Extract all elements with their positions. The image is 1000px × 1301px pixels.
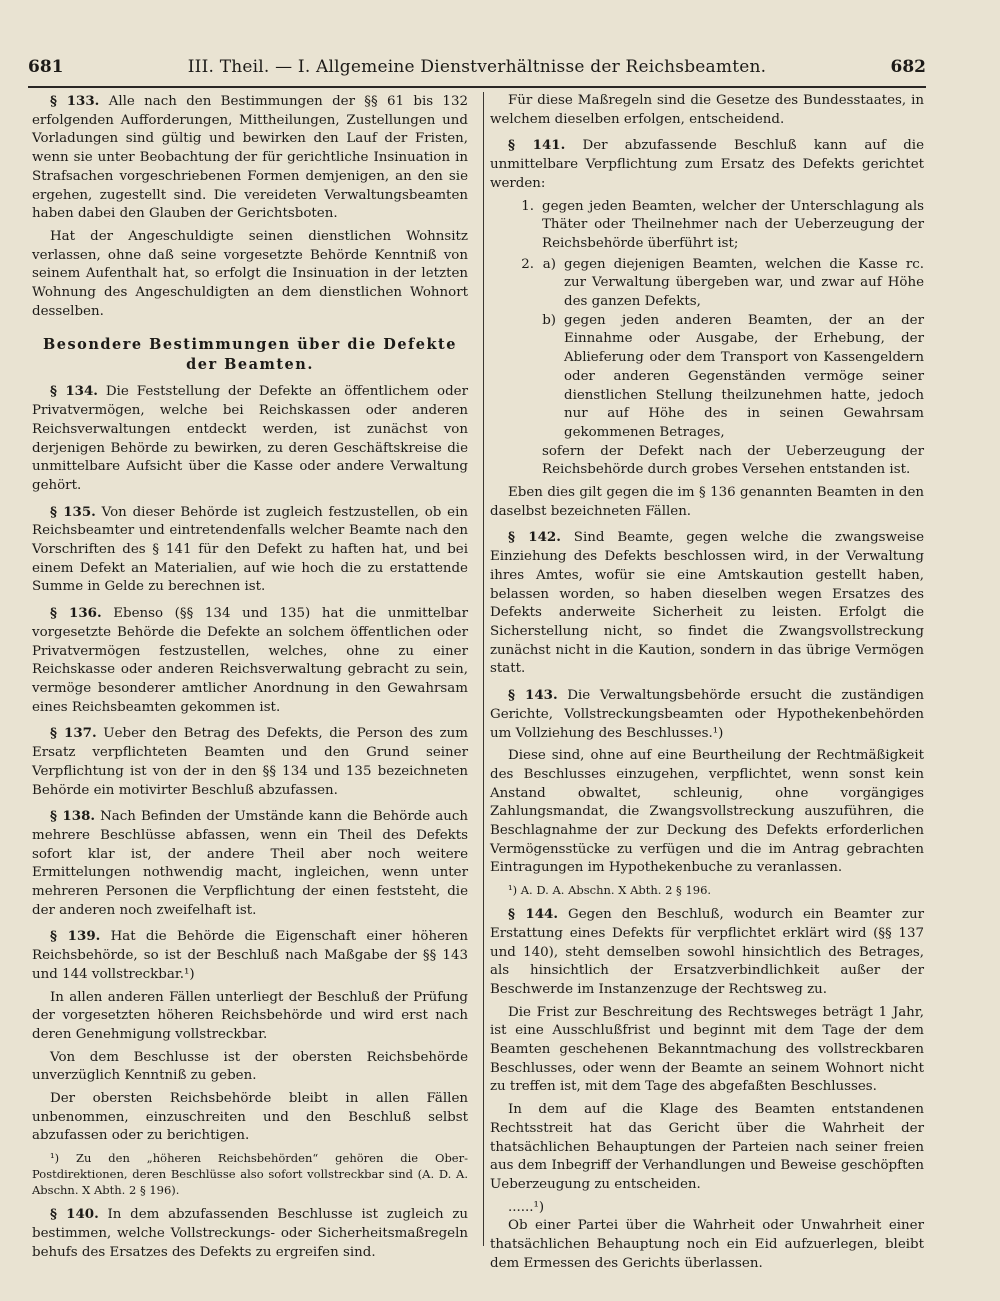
paragraph: In dem abzufassenden Beschlusse ist zugleich zu bestimmen, welche Vollstreckungs- oder Sicherheitsmaßregeln behufs des Ersatzes des Defekts zu ergreifen sind. bbox=[32, 1207, 468, 1260]
section-number: § 141. bbox=[508, 137, 566, 154]
paragraph: Hat der Angeschuldigte seinen dienstlichen Wohnsitz verlassen, ohne daß seine vorgesetzte Behörde Kenntniß von seinem Aufenthalt hat, so erfolgt die Insinuation in der letzten Wohnung des Angeschuldigten an dem dienstlichen Wohnort desselben. bbox=[32, 228, 468, 319]
paragraph: Ob einer Partei über die Wahrheit oder Unwahrheit einer thatsächlichen Behauptung noch ein Eid aufzuerlegen, bleibt dem Ermessen des Gerichts überlassen. bbox=[490, 1218, 924, 1271]
page-number-left: 681 bbox=[28, 57, 64, 77]
section-number: § 133. bbox=[50, 93, 100, 109]
paragraph: Nach Befinden der Umstände kann die Behörde auch mehrere Beschlüsse abfassen, wenn ein Theil des Defekts sofort klar ist, der andere Theil aber noch weitere Ermittelungen nothwendig macht, ingleichen, wenn unter mehreren Personen die Verpflichtung der einen feststeht, die der anderen noch zweifelhaft ist. bbox=[32, 809, 468, 918]
section-number: § 134. bbox=[50, 383, 98, 400]
section-136 bbox=[32, 604, 468, 717]
section-heading: Besondere Bestimmungen über die Defekte der Beamten. bbox=[43, 336, 457, 374]
section-142 bbox=[490, 528, 924, 679]
paragraph: Von dem Beschlusse ist der obersten Reichsbehörde unverzüglich Kenntniß zu geben. bbox=[32, 1049, 468, 1084]
paragraph: Die Verwaltungsbehörde ersucht die zuständigen Gerichte, Vollstreckungsbeamten oder Hypothekenbehörden um Vollziehung des Beschlusses.¹) bbox=[490, 688, 924, 741]
item-marker: b) bbox=[542, 312, 556, 328]
item-text: gegen diejenigen Beamten, welchen die Kasse rc. zur Verwaltung übergeben war, und zwar auf Höhe des ganzen Defekts, bbox=[564, 256, 924, 310]
left-column bbox=[32, 92, 469, 1260]
section-137 bbox=[32, 724, 468, 800]
sub-item bbox=[542, 312, 924, 443]
section-139 bbox=[32, 927, 468, 1198]
item-text: sofern der Defekt nach der Ueberzeugung der Reichsbehörde durch grobes Versehen entstanden ist. bbox=[542, 443, 924, 478]
paragraph: Sind Beamte, gegen welche die zwangsweise Einziehung des Defekts beschlossen wird, in der Verwaltung ihres Amtes, wofür sie eine Amtskaution gestellt haben, belassen worden, so haben dieselben wegen Ersatzes des Defekts anderweite Sicherheit zu leisten. Erfolgt die Sicherstellung nicht, so findet die Zwangsvollstreckung zunächst nicht in die Kaution, sondern in das übrige Vermögen statt. bbox=[490, 530, 924, 677]
list-item bbox=[490, 256, 924, 480]
section-number: § 142. bbox=[508, 529, 561, 546]
section-number: § 143. bbox=[508, 687, 558, 704]
section-number: § 137. bbox=[50, 725, 97, 742]
paragraph: In dem auf die Klage des Beamten entstandenen Rechtsstreit hat das Gericht über die Wahrheit der thatsächlichen Behauptungen der Parteien nach seiner freien aus dem Inbegriff der Verhandlungen und Beweise geschöpften Ueberzeugung zu entscheiden. bbox=[490, 1102, 924, 1192]
section-141 bbox=[490, 136, 924, 521]
right-column bbox=[490, 92, 924, 1271]
item-marker: a) bbox=[542, 256, 556, 272]
section-number: § 138. bbox=[50, 808, 96, 825]
item-marker: 2. bbox=[521, 256, 534, 272]
column-divider bbox=[483, 92, 484, 1246]
section-135 bbox=[32, 503, 468, 598]
item-list bbox=[490, 198, 924, 481]
paragraph: Die Feststellung der Defekte an öffentlichem oder Privatvermögen, welche bei Reichskassen oder anderen Reichsverwaltungen entdeckt werden, ist zunächst von derjenigen Behörde zu bewirken, zu deren Geschäftskreise die unmittelbare Aufsicht über die Kasse oder andere Verwaltung gehört. bbox=[32, 384, 468, 493]
sub-item bbox=[542, 256, 924, 312]
paragraph: Ueber den Betrag des Defekts, die Person des zum Ersatz verpflichteten Beamten und den Grund seiner Verpflichtung ist von der in den §§ 134 und 135 bezeichneten Behörde ein motivirter Beschluß abzufassen. bbox=[32, 726, 469, 798]
paragraph: Diese sind, ohne auf eine Beurtheilung der Rechtmäßigkeit des Beschlusses einzugehen, verpflichtet, wenn sonst kein Anstand obwaltet, schleunig, ohne vorgängiges Zahlungsmandat, die Zwangsvollstreckung auszuführen, die Beschlagnahme der zur Deckung des Defekts erforderlichen Vermögensstücke zu verfügen und die im Antrag gebrachten Eintragungen im Hypothekenbuche zu veranlassen. bbox=[490, 748, 924, 876]
footnote: ¹) Zu den „höheren Reichsbehörden“ gehören die Ober-Postdirektionen, deren Beschlüsse also sofort vollstreckbar sind (A. D. A. Abschn. X Abth. 2 § 196). bbox=[32, 1151, 468, 1198]
page-header bbox=[28, 50, 926, 84]
section-143 bbox=[490, 686, 924, 898]
section-number: § 140. bbox=[50, 1206, 99, 1223]
paragraph: Alle nach den Bestimmungen der §§ 61 bis 132 erfolgenden Aufforderungen, Mittheilungen, Zustellungen und Vorladungen sind gültig und bewirken den Lauf der Fristen, wenn sie unter Beobachtung der für gerichtliche Insinuation in Strafsachen vorgeschriebenen Formen demjenigen, an den sie ergehen, zugestellt sind. Die vereideten Verwaltungsbeamten haben dabei den Glauben der Gerichtsboten. bbox=[32, 94, 468, 222]
section-number: § 144. bbox=[508, 906, 559, 923]
section-138 bbox=[32, 807, 468, 920]
paragraph: Der abzufassende Beschluß kann auf die unmittelbare Verpflichtung zum Ersatz des Defekts gerichtet werden: bbox=[490, 138, 924, 191]
running-title: III. Theil. — I. Allgemeine Dienstverhältnisse der Reichsbeamten. bbox=[187, 57, 767, 77]
omission-dots: ......¹) bbox=[508, 1199, 545, 1215]
paragraph: Hat die Behörde die Eigenschaft einer höheren Reichsbehörde, so ist der Beschluß nach Maßgabe der §§ 143 und 144 vollstreckbar.¹) bbox=[32, 929, 468, 982]
section-number: § 139. bbox=[50, 928, 101, 945]
paragraph: In allen anderen Fällen unterliegt der Beschluß der Prüfung der vorgesetzten höheren Reichsbehörde und wird erst nach deren Genehmigung vollstreckbar. bbox=[32, 989, 468, 1042]
section-number: § 136. bbox=[50, 605, 102, 622]
header-rule bbox=[28, 86, 926, 88]
section-number: § 135. bbox=[50, 503, 96, 520]
section-140 bbox=[32, 1205, 468, 1262]
item-text: gegen jeden anderen Beamten, der an der Einnahme oder Ausgabe, der Erhebung, der Ablieferung oder dem Transport von Kassengeldern oder anderen Gegenständen vermöge seiner dienstlichen Stellung theilzunehmen hatte, jedoch nur auf Höhe des in seinen Gewahrsam gekommenen Betrages, bbox=[564, 312, 924, 440]
paragraph: Ebenso (§§ 134 und 135) hat die unmittelbar vorgesetzte Behörde die Defekte an solchem öffentlichen oder Privatvermögen festzustellen, welches, ohne zu einer Reichskasse oder anderen Reichsverwaltung gebracht zu sein, vermöge besonderer amtlicher Anordnung in den Gewahrsam eines Reichsbeamten gekommen ist. bbox=[32, 606, 469, 715]
section-133 bbox=[32, 92, 468, 321]
section-144 bbox=[490, 905, 924, 1273]
paragraph: Die Frist zur Beschreitung des Rechtsweges beträgt 1 Jahr, ist eine Ausschlußfrist und beginnt mit dem Tage der dem Beamten geschehenen Bekanntmachung des vollstreckbaren Beschlusses, oder wenn der Beamte an seinem Wohnort nicht zu treffen ist, mit dem Tage des abgefaßten Beschlusses. bbox=[490, 1004, 924, 1095]
paragraph: Der obersten Reichsbehörde bleibt in allen Fällen unbenommen, einzuschreiten und den Beschluß selbst abzufassen oder zu berichtigen. bbox=[32, 1091, 468, 1144]
list-item bbox=[490, 198, 924, 254]
item-text: gegen jeden Beamten, welcher der Unterschlagung als Thäter oder Theilnehmer nach der Ueberzeugung der Reichsbehörde überführt ist; bbox=[542, 198, 924, 251]
footnote: ¹) A. D. A. Abschn. X Abth. 2 § 196. bbox=[508, 883, 712, 898]
paragraph: Gegen den Beschluß, wodurch ein Beamter zur Erstattung eines Defekts für verpflichtet erklärt wird (§§ 137 und 140), steht demselben sowohl hinsichtlich des Betrages, als hinsichtlich der Ersatzverbindlichkeit außer der Beschwerde im Instanzenzuge der Rechtsweg zu. bbox=[490, 907, 924, 997]
paragraph: Von dieser Behörde ist zugleich festzustellen, ob ein Reichsbeamter und eintretendenfalls welcher Beamte nach den Vorschriften des § 141 für den Defekt zu haften hat, und bei einem Defekt an Materialien, auf wie hoch die zu erstattende Summe in Gelde zu berechnen ist. bbox=[32, 504, 468, 595]
section-134 bbox=[32, 382, 468, 495]
page-number-right: 682 bbox=[890, 57, 926, 77]
item-marker: 1. bbox=[521, 198, 534, 214]
paragraph: Für diese Maßregeln sind die Gesetze des Bundesstaates, in welchem dieselben erfolgen, entscheidend. bbox=[490, 93, 924, 127]
paragraph: Eben dies gilt gegen die im § 136 genannten Beamten in den daselbst bezeichneten Fällen. bbox=[490, 485, 924, 519]
